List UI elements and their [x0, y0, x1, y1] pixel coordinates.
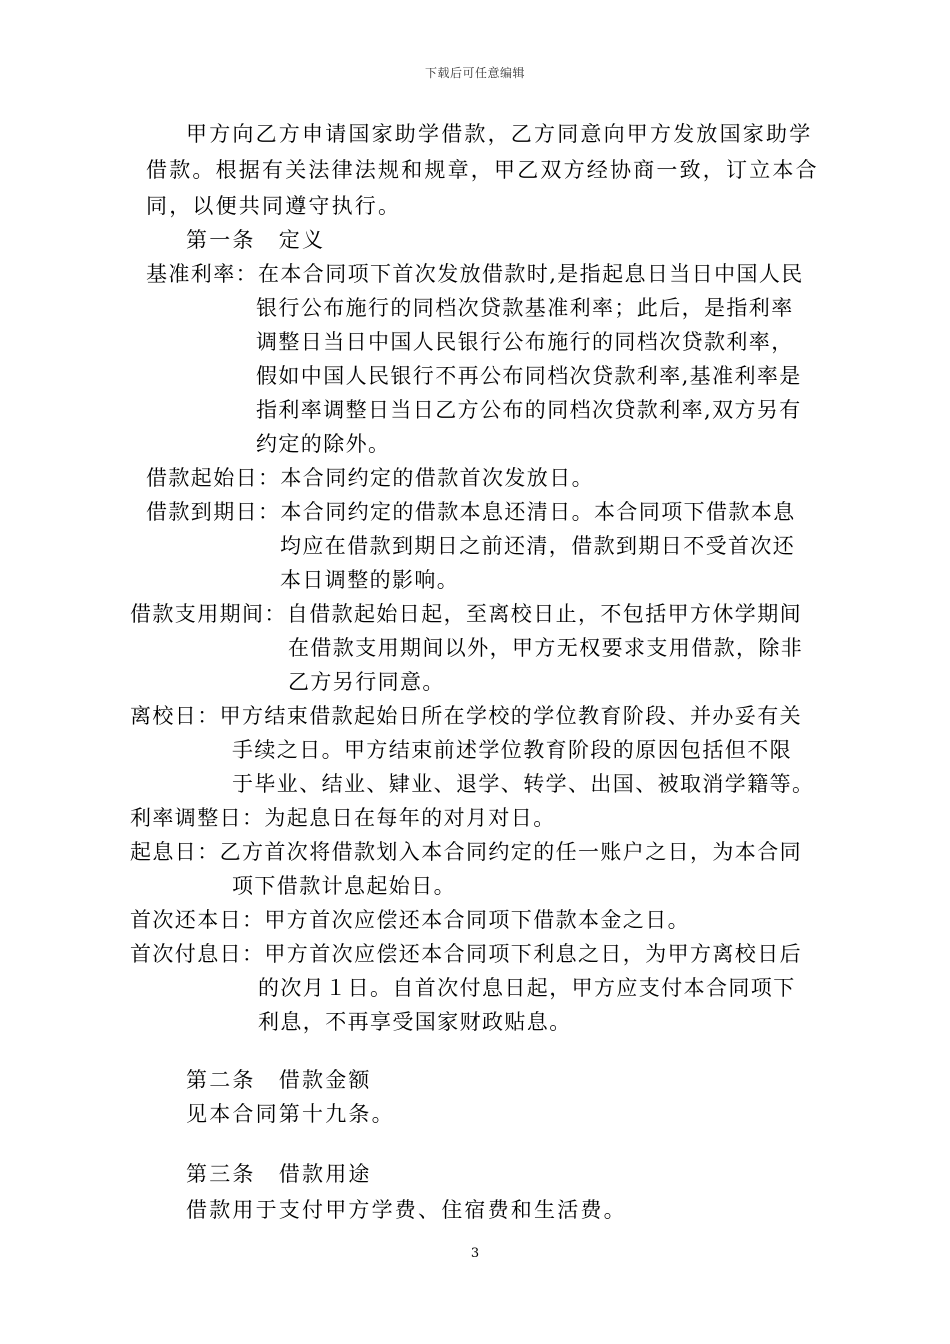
- definition-term-line: 起息日：乙方首次将借款划入本合同约定的任一账户之日，为本合同: [130, 840, 802, 864]
- definition-term-line: 利率调整日：为起息日在每年的对月对日。: [130, 806, 556, 830]
- definition-line: 在借款支用期间以外，甲方无权要求支用借款，除非: [288, 636, 804, 660]
- page-header: 下载后可任意编辑: [424, 66, 525, 80]
- definition-line: 手续之日。甲方结束前述学位教育阶段的原因包括但不限: [232, 738, 792, 762]
- definition-line: 银行公布施行的同档次贷款基准利率；此后，是指利率: [256, 296, 794, 320]
- definition-term-line: 首次付息日：甲方首次应偿还本合同项下利息之日，为甲方离校日后: [130, 942, 802, 966]
- definition-line: 于毕业、结业、肄业、退学、转学、出国、被取消学籍等。: [232, 772, 815, 796]
- definition-line: 本日调整的影响。: [280, 568, 460, 592]
- definition-line: 项下借款计息起始日。: [232, 874, 456, 898]
- article-3-body: 借款用于支付甲方学费、住宿费和生活费。: [186, 1198, 627, 1222]
- definition-term-line: 基准利率：在本合同项下首次发放借款时,是指起息日当日中国人民: [146, 262, 804, 286]
- intro-line: 甲方向乙方申请国家助学借款，乙方同意向甲方发放国家助学: [186, 122, 813, 146]
- definition-line: 调整日当日中国人民银行公布施行的同档次贷款利率，: [256, 330, 794, 354]
- article-2-body: 见本合同第十九条。: [186, 1102, 395, 1126]
- definition-line: 假如中国人民银行不再公布同档次贷款利率,基准利率是: [256, 364, 802, 388]
- definition-term-line: 借款到期日：本合同约定的借款本息还清日。本合同项下借款本息: [146, 500, 796, 524]
- definition-line: 利息，不再享受国家财政贴息。: [258, 1010, 572, 1034]
- definition-term-line: 离校日：甲方结束借款起始日所在学校的学位教育阶段、并办妥有关: [130, 704, 802, 728]
- definition-line: 约定的除外。: [256, 432, 391, 456]
- definition-term-line: 借款支用期间：自借款起始日起，至离校日止，不包括甲方休学期间: [130, 602, 802, 626]
- definition-term-line: 借款起始日：本合同约定的借款首次发放日。: [146, 466, 594, 490]
- definition-line: 乙方另行同意。: [288, 670, 445, 694]
- page-number: 3: [470, 1246, 480, 1261]
- definition-line: 的次月１日。自首次付息日起，甲方应支付本合同项下: [258, 976, 796, 1000]
- definition-line: 指利率调整日当日乙方公布的同档次贷款利率,双方另有: [256, 398, 802, 422]
- article-2-title: 第二条 借款金额: [186, 1068, 372, 1092]
- intro-line: 同，以便共同遵守执行。: [146, 194, 402, 218]
- definition-term-line: 首次还本日：甲方首次应偿还本合同项下借款本金之日。: [130, 908, 690, 932]
- definition-line: 均应在借款到期日之前还清，借款到期日不受首次还: [280, 534, 796, 558]
- article-3-title: 第三条 借款用途: [186, 1162, 372, 1186]
- intro-line: 借款。根据有关法律法规和规章，甲乙双方经协商一致，订立本合: [146, 158, 819, 182]
- article-1-title: 第一条 定义: [186, 228, 326, 252]
